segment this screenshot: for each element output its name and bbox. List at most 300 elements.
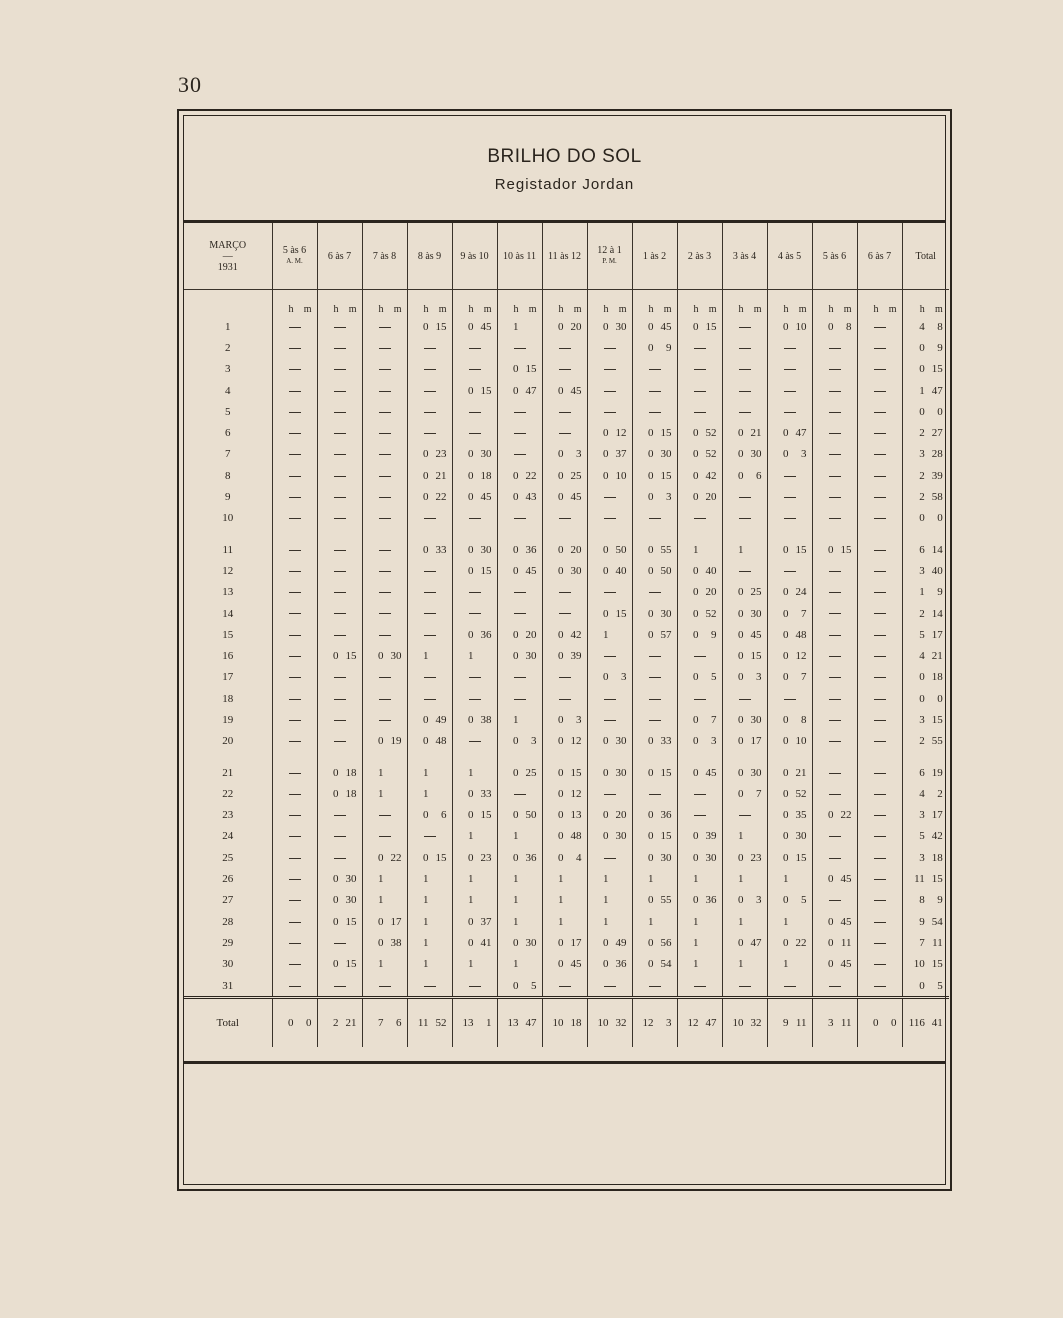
hour-cell [767, 603, 812, 624]
duration-value [546, 873, 584, 885]
day-number: 14 [222, 607, 234, 620]
hour-cell [497, 826, 542, 847]
table-row [184, 603, 949, 624]
minutes: 18 [345, 766, 357, 779]
duration-value [771, 629, 809, 641]
hours: 1 [513, 915, 519, 928]
empty-dash [334, 592, 346, 593]
hour-cell [452, 444, 497, 465]
hours: 1 [423, 787, 429, 800]
day-number: 3 [225, 363, 231, 376]
hour-cell [407, 529, 452, 560]
empty-dash [424, 348, 436, 349]
duration-value [636, 937, 674, 949]
hour-cell [542, 624, 587, 645]
minutes: 30 [570, 564, 582, 577]
minutes: 48 [435, 735, 447, 748]
empty-dash [874, 571, 886, 572]
hour-cell [677, 401, 722, 422]
hours: 0 [558, 564, 564, 577]
unit-header: h m [857, 290, 902, 317]
hour-cell [317, 890, 362, 911]
hour-cell [407, 486, 452, 507]
hours: 0 [468, 915, 474, 928]
duration-value [591, 544, 629, 556]
hour-cell [407, 465, 452, 486]
hour-cell [317, 783, 362, 804]
hour-cell [767, 560, 812, 581]
duration-value [726, 852, 764, 864]
hours: 5 [919, 628, 925, 641]
hours: 0 [378, 936, 384, 949]
column-total [407, 998, 452, 1048]
hours: 0 [513, 650, 519, 663]
empty-dash [649, 656, 661, 657]
hour-cell [542, 560, 587, 581]
duration-value [501, 873, 539, 885]
hours: 1 [468, 894, 474, 907]
hour-cell [587, 826, 632, 847]
hour-cell [812, 975, 857, 998]
duration-value [501, 830, 539, 842]
hours: 9 [783, 1017, 789, 1030]
empty-dash [874, 476, 886, 477]
minutes: 33 [435, 543, 447, 556]
hours: 0 [513, 809, 519, 822]
hour-cell [722, 401, 767, 422]
duration-value [366, 767, 404, 779]
duration-value [411, 767, 449, 779]
empty-dash [784, 369, 796, 370]
duration-value [816, 916, 854, 928]
hour-cell [452, 752, 497, 783]
empty-dash [604, 592, 616, 593]
duration-value [411, 544, 449, 556]
hours: 0 [783, 671, 789, 684]
hour-cell [362, 731, 407, 752]
month-header [184, 223, 272, 290]
hours: 1 [648, 873, 654, 886]
duration-value [771, 608, 809, 620]
minutes: 30 [615, 320, 627, 333]
minutes: 5 [531, 979, 537, 992]
hour-cell [722, 529, 767, 560]
hours: 0 [468, 936, 474, 949]
hour-cell [272, 709, 317, 730]
row-total [902, 752, 949, 783]
hours: 0 [738, 650, 744, 663]
duration-value [591, 735, 629, 747]
hour-cell [407, 709, 452, 730]
hours: 0 [783, 320, 789, 333]
hour-cell [587, 603, 632, 624]
hours: 2 [919, 427, 925, 440]
empty-dash [829, 986, 841, 987]
minutes: 57 [660, 628, 672, 641]
hours: 9 [919, 915, 925, 928]
table-row [184, 444, 949, 465]
hours: 0 [468, 851, 474, 864]
hour-cell [497, 709, 542, 730]
total-label: Total [184, 998, 272, 1048]
duration-value [591, 830, 629, 842]
day-number: 4 [225, 384, 231, 397]
duration-value [681, 937, 719, 949]
hours: 1 [738, 830, 744, 843]
hour-cell [632, 667, 677, 688]
hours: 1 [423, 936, 429, 949]
hour-cell [362, 954, 407, 975]
duration-value [411, 448, 449, 460]
duration-value [681, 629, 719, 641]
duration-value [411, 809, 449, 821]
hour-cell [497, 645, 542, 666]
duration-value [411, 873, 449, 885]
hour-cell [587, 337, 632, 358]
empty-dash [739, 412, 751, 413]
duration-value [456, 321, 494, 333]
hour-cell [677, 337, 722, 358]
empty-dash [874, 454, 886, 455]
duration-value [546, 937, 584, 949]
hour-cell [452, 975, 497, 998]
hours: 0 [423, 543, 429, 556]
empty-dash [289, 815, 301, 816]
hour-cell [497, 444, 542, 465]
hours: 3 [919, 564, 925, 577]
empty-dash [334, 348, 346, 349]
minutes: 15 [931, 363, 943, 376]
hours: 0 [513, 851, 519, 864]
hours: 1 [468, 873, 474, 886]
hour-cell [767, 805, 812, 826]
hour-cell [452, 380, 497, 401]
hours: 0 [423, 809, 429, 822]
hour-cell [452, 911, 497, 932]
empty-dash [829, 412, 841, 413]
unit-header: h m [317, 290, 362, 317]
hours: 0 [648, 735, 654, 748]
hour-cell [317, 337, 362, 358]
column-header-label: 2 às 3 [687, 250, 712, 262]
empty-dash [829, 592, 841, 593]
hours: 0 [828, 958, 834, 971]
hours: 0 [693, 491, 699, 504]
duration-value [456, 629, 494, 641]
duration-value [456, 809, 494, 821]
hour-cell [542, 401, 587, 422]
hour-cell [632, 975, 677, 998]
hours: 2 [919, 735, 925, 748]
empty-dash [379, 391, 391, 392]
hour-cell [317, 667, 362, 688]
minutes: 45 [525, 564, 537, 577]
duration-value [501, 650, 539, 662]
duration-value [411, 470, 449, 482]
empty-dash [469, 348, 481, 349]
empty-dash [649, 369, 661, 370]
minutes: 20 [615, 809, 627, 822]
empty-dash [289, 964, 301, 965]
duration-value [771, 937, 809, 949]
hours: 0 [648, 936, 654, 949]
hour-cell [497, 911, 542, 932]
hours: 0 [648, 894, 654, 907]
empty-dash [694, 391, 706, 392]
duration-value [501, 565, 539, 577]
duration-value [771, 735, 809, 747]
empty-dash [379, 815, 391, 816]
hour-cell [362, 975, 407, 998]
duration-value [907, 671, 945, 683]
minutes: 15 [660, 830, 672, 843]
duration-value [591, 671, 629, 683]
hours: 0 [648, 607, 654, 620]
empty-dash [334, 677, 346, 678]
hour-cell [632, 911, 677, 932]
empty-dash [289, 699, 301, 700]
day-number: 6 [225, 427, 231, 440]
column-header-label: 6 às 7 [327, 250, 352, 262]
hour-cell [857, 868, 902, 889]
hour-cell [767, 529, 812, 560]
unit-header: h m [452, 290, 497, 317]
empty-dash [334, 635, 346, 636]
hour-cell [542, 380, 587, 401]
hour-cell [452, 529, 497, 560]
day-number: 23 [222, 809, 234, 822]
hour-cell [632, 624, 677, 645]
duration-value [726, 544, 764, 556]
empty-dash [694, 986, 706, 987]
hour-cell [857, 911, 902, 932]
table-subtitle: Registador Jordan [494, 176, 635, 193]
column-header-label: 1 às 2 [642, 250, 667, 262]
hour-cell [362, 316, 407, 337]
table-row [184, 731, 949, 752]
hour-cell [677, 709, 722, 730]
minutes: 45 [660, 320, 672, 333]
hour-cell [272, 645, 317, 666]
duration-value [907, 714, 945, 726]
minutes: 15 [931, 713, 943, 726]
hours: 1 [558, 873, 564, 886]
duration-value [907, 693, 945, 705]
duration-value [907, 544, 945, 556]
duration-value [366, 916, 404, 928]
minutes: 21 [795, 766, 807, 779]
table-row [184, 465, 949, 486]
column-total [452, 998, 497, 1048]
empty-dash [514, 412, 526, 413]
duration-value [771, 586, 809, 598]
hour-cell [857, 380, 902, 401]
minutes: 50 [660, 564, 672, 577]
hour-cell [767, 932, 812, 953]
hour-cell [587, 486, 632, 507]
hour-cell [452, 805, 497, 826]
hours: 2 [919, 491, 925, 504]
minutes: 36 [660, 809, 672, 822]
day-number: 25 [222, 851, 234, 864]
empty-dash [874, 858, 886, 859]
empty-dash [469, 613, 481, 614]
duration-value [366, 735, 404, 747]
hour-cell [722, 954, 767, 975]
hour-cell [587, 932, 632, 953]
empty-dash [874, 773, 886, 774]
empty-dash [424, 412, 436, 413]
hours: 0 [738, 766, 744, 779]
hour-cell [767, 359, 812, 380]
hours: 0 [513, 564, 519, 577]
hours: 0 [919, 405, 925, 418]
empty-dash [379, 412, 391, 413]
minutes: 7 [801, 607, 807, 620]
empty-dash [289, 677, 301, 678]
hour-cell [632, 731, 677, 752]
hour-cell [677, 731, 722, 752]
hour-cell [497, 805, 542, 826]
hour-cell [857, 890, 902, 911]
minutes: 52 [705, 448, 717, 461]
duration-value [546, 767, 584, 779]
minutes: 47 [750, 936, 762, 949]
duration-value [771, 1017, 809, 1029]
hours: 0 [558, 628, 564, 641]
hour-cell [767, 486, 812, 507]
empty-dash [874, 592, 886, 593]
empty-dash [829, 476, 841, 477]
empty-dash [334, 518, 346, 519]
hour-cell [497, 560, 542, 581]
empty-dash [424, 677, 436, 678]
empty-dash [514, 348, 526, 349]
empty-dash [739, 497, 751, 498]
duration-value [411, 788, 449, 800]
hour-cell [542, 465, 587, 486]
hour-cell [587, 752, 632, 783]
hour-cell [767, 645, 812, 666]
hours: 0 [648, 851, 654, 864]
hour-cell [452, 954, 497, 975]
hours: 0 [648, 958, 654, 971]
minutes: 22 [435, 491, 447, 504]
empty-dash [334, 412, 346, 413]
column-total [317, 998, 362, 1048]
hours: 0 [513, 384, 519, 397]
duration-value [726, 427, 764, 439]
empty-dash [874, 964, 886, 965]
minutes: 43 [525, 491, 537, 504]
hour-cell [452, 868, 497, 889]
hours: 0 [783, 607, 789, 620]
minutes: 3 [621, 671, 627, 684]
hours: 0 [919, 692, 925, 705]
hour-cell [407, 975, 452, 998]
table-inner-border [183, 115, 946, 1185]
hour-cell [452, 667, 497, 688]
hours: 0 [468, 448, 474, 461]
hours: 1 [468, 766, 474, 779]
hour-cell [452, 932, 497, 953]
row-total [902, 465, 949, 486]
hour-cell [272, 731, 317, 752]
minutes: 17 [931, 809, 943, 822]
hours: 4 [919, 650, 925, 663]
minutes: 24 [795, 586, 807, 599]
duration-value [681, 671, 719, 683]
hour-cell [767, 380, 812, 401]
empty-dash [289, 497, 301, 498]
duration-value [546, 788, 584, 800]
empty-dash [289, 986, 301, 987]
empty-dash [334, 943, 346, 944]
duration-value [321, 767, 359, 779]
duration-value [591, 873, 629, 885]
hours: 10 [913, 958, 925, 971]
hour-cell [452, 422, 497, 443]
minutes: 52 [705, 427, 717, 440]
duration-value [501, 767, 539, 779]
minutes: 38 [390, 936, 402, 949]
day-number: 11 [222, 543, 234, 556]
hour-cell [857, 465, 902, 486]
column-header-label: 11 às 12 [548, 250, 581, 262]
hours: 1 [513, 830, 519, 843]
hours: 1 [919, 586, 925, 599]
empty-dash [469, 592, 481, 593]
hours: 0 [693, 427, 699, 440]
column-total [497, 998, 542, 1048]
unit-header: h m [272, 290, 317, 317]
duration-value [456, 650, 494, 662]
hours: 0 [648, 809, 654, 822]
empty-dash [334, 699, 346, 700]
minutes: 30 [750, 448, 762, 461]
duration-value [726, 608, 764, 620]
hours: 1 [693, 936, 699, 949]
hour-cell [317, 560, 362, 581]
hours: 1 [378, 958, 384, 971]
duration-value [907, 629, 945, 641]
duration-value [726, 830, 764, 842]
hour-cell [452, 890, 497, 911]
hour-cell [587, 645, 632, 666]
duration-value [321, 1017, 359, 1029]
duration-value [411, 735, 449, 747]
empty-dash [379, 348, 391, 349]
hour-cell [587, 582, 632, 603]
empty-dash [649, 412, 661, 413]
hours: 0 [693, 830, 699, 843]
empty-dash [649, 592, 661, 593]
minutes: 45 [480, 320, 492, 333]
hour-cell [272, 529, 317, 560]
empty-dash [874, 986, 886, 987]
hours: 0 [783, 787, 789, 800]
hour-cell [362, 529, 407, 560]
duration-value [636, 809, 674, 821]
duration-value [907, 894, 945, 906]
duration-value [366, 852, 404, 864]
empty-dash [784, 412, 796, 413]
empty-dash [874, 836, 886, 837]
hour-cell [317, 826, 362, 847]
hour-cell [452, 603, 497, 624]
minutes: 23 [435, 448, 447, 461]
duration-value [636, 894, 674, 906]
